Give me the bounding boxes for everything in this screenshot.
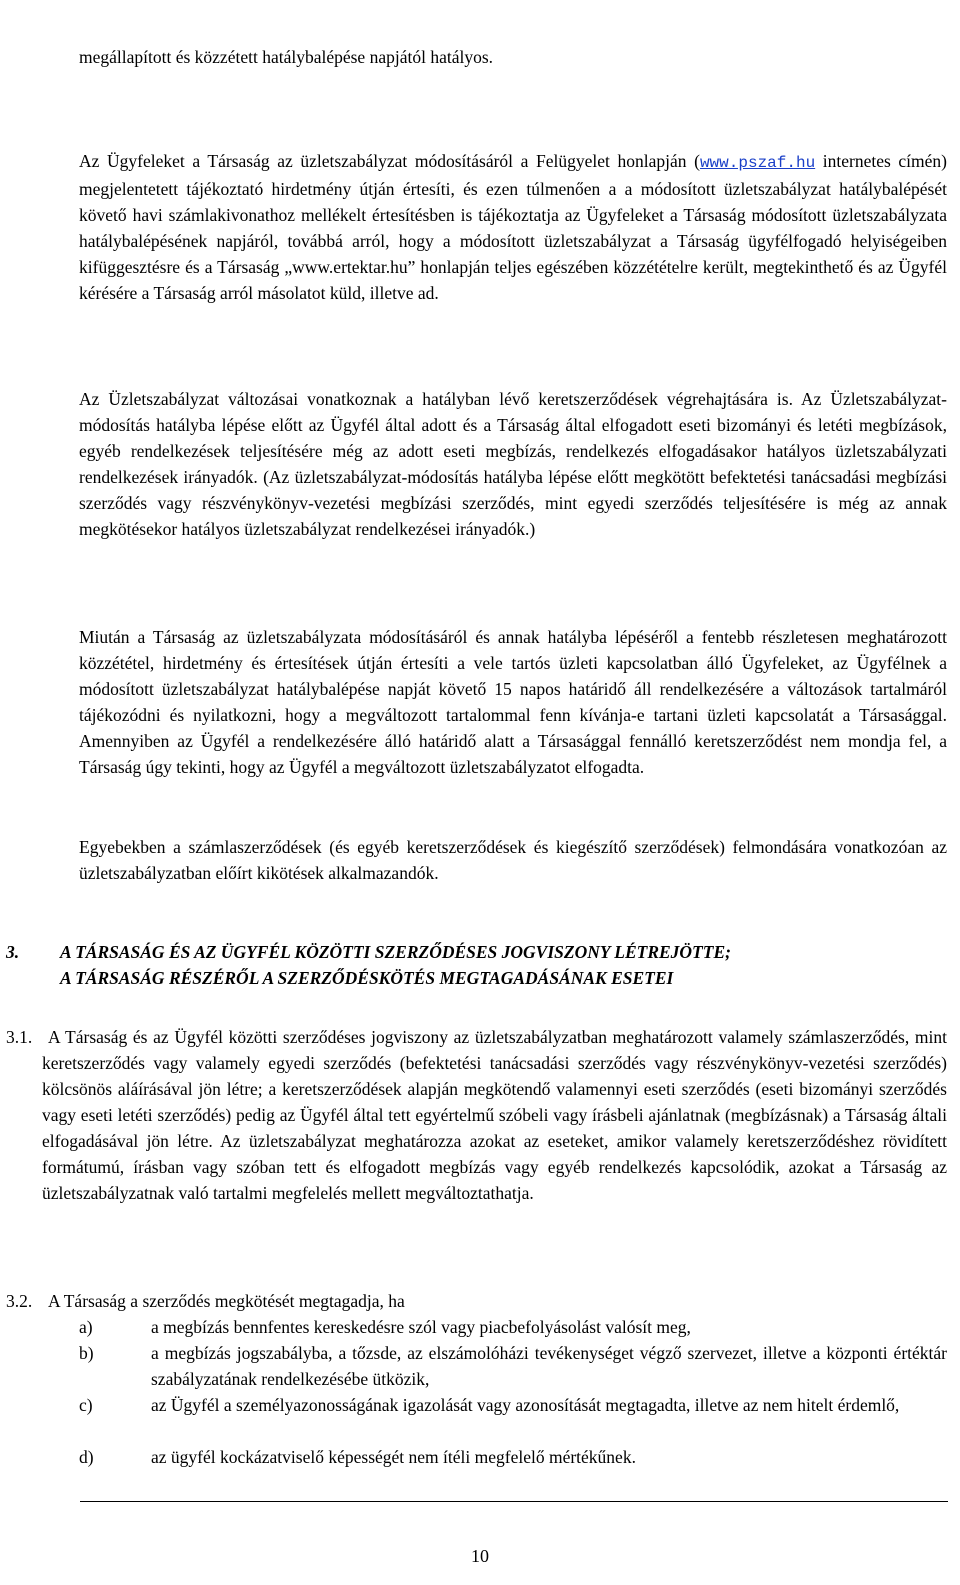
section-heading-number: 3. (6, 942, 20, 962)
section-3-2-number: 3.2. (6, 1291, 33, 1311)
paragraph-acceptance: Miután a Társaság az üzletszabályzata módosításáról és annak hatályba lépéséről a fentebb részletesen meghatározott közzététel, hirdetmény és értesítések útján értesíti a vele tartós üzleti kapcsolatban álló Ügyfeleket, az Ügyfélnek a módosított üzletszabályzat hatálybalépése napját követő 15 napos határidő áll rendelkezésére a változások tartalmáról tájékozódni és nyilatkozni, hogy a megváltozott tartalommal fenn kívánja-e tartani üzleti kapcsolatát a Társasággal. Amennyiben az Ügyfél a rendelkezésére álló határidő alatt a Társasággal fennálló keretszerződést nem mondja fel, a Társaság úgy tekinti, hogy az Ügyfél a megváltozott üzletszabályzatot elfogadta. (79, 627, 947, 777)
paragraph-effective-date: megállapított és közzétett hatálybalépése napjától hatályos. (79, 47, 494, 67)
paragraph-notification-after: internetes címén) megjelentetett tájékoztató hirdetmény útján értesíti, és ezen túlmenően a a módosított üzletszabályzat hatálybalépését követő havi számlakivonathoz mellékelt értesítésben is tájékoztatja az Ügyfeleket a Társaság módosított üzletszabályzata hatálybalépésének napjáról, továbbá arról, hogy a módosított üzletszabályzat a Társaság ügyfélfogadó helyiségeiben kifüggesztésre és a Társaság „www.ertektar.hu” honlapján teljes egészében közzétételre került, megtekinthető és az Ügyfél kérésére a Társaság arról másolatot küld, illetve ad. (79, 151, 948, 303)
list-item-label: c) (79, 1395, 93, 1415)
section-3-2-text: A Társaság a szerződés megkötését megtagadja, ha (48, 1291, 405, 1311)
paragraph-changes-scope: Az Üzletszabályzat változásai vonatkoznak a hatályban lévő keretszerződések végrehajtására is. Az Üzletszabályzat-módosítás hatályba lépése előtt az Ügyfél által adott és a Társaság által elfogadott eseti bizományi és letéti megbízások, egyéb rendelkezések teljesítésére még az adott eseti megbízás, rendelkezés elfogadásakor hatályos üzletszabályzati rendelkezések irányadók. (Az üzletszabályzat-módosítás hatályba lépése előtt megkötött befektetési tanácsadási megbízási szerződés vagy részvénykönyv-vezetési megbízási szerződés, mint egyedi szerződés teljesítésére is még az annak megkötésekor hatályos üzletszabályzat rendelkezései irányadók.) (79, 389, 947, 539)
paragraph-notification (79, 148, 947, 306)
paragraph-termination: Egyebekben a számlaszerződések (és egyéb keretszerződések és kiegészítő szerződések) felmondására vonatkozóan az üzletszabályzatban előírt kikötések alkalmazandók. (79, 837, 947, 883)
list-item-text: az ügyfél kockázatviselő képességét nem ítéli megfelelő mértékűnek. (151, 1447, 636, 1467)
list-item-text: a megbízás jogszabályba, a tőzsde, az elszámolóházi tevékenységet végző szervezet, illetve a központi értéktár szabályzatának rendelkezésébe ütközik, (151, 1343, 947, 1389)
list-item-label: b) (79, 1343, 94, 1363)
list-item-label: d) (79, 1447, 94, 1467)
list-item-text: az Ügyfél a személyazonosságának igazolását vagy azonosítását megtagadta, illetve az nem hitelt érdemlő, (151, 1395, 900, 1415)
list-item-text: a megbízás bennfentes kereskedésre szól vagy piacbefolyásolást valósít meg, (151, 1317, 691, 1337)
footer-divider (80, 1501, 948, 1502)
pszaf-link[interactable]: www.pszaf.hu (699, 154, 816, 172)
list-item-label: a) (79, 1317, 93, 1337)
section-heading-line-2: A TÁRSASÁG RÉSZÉRŐL A SZERZŐDÉSKÖTÉS MEGTAGADÁSÁNAK ESETEI (60, 968, 674, 988)
section-heading-line-1: A TÁRSASÁG ÉS AZ ÜGYFÉL KÖZÖTTI SZERZŐDÉSES JOGVISZONY LÉTREJÖTTE; (60, 942, 731, 962)
section-3-1-number: 3.1. (6, 1027, 33, 1047)
paragraph-notification-before: Az Ügyfeleket a Társaság az üzletszabályzat módosításáról a Felügyelet honlapján ( (79, 151, 700, 171)
page-number: 10 (471, 1546, 489, 1566)
section-heading-text (60, 939, 950, 991)
section-3-1-text: A Társaság és az Ügyfél közötti szerződéses jogviszony az üzletszabályzatban meghatározott valamely számlaszerződés, mint keretszerződés vagy valamely egyedi szerződés (befektetési tanácsadási szerződés vagy részvénykönyv-vezetési szerződés) kölcsönös aláírásával jön létre; a keretszerződések alapján megkötendő valamennyi eseti szerződés (eseti bizományi szerződés vagy eseti letéti szerződés) pedig az Ügyfél által tett egyértelmű szóbeli vagy írásbeli ajánlatnak (megbízásnak) a Társaság általi elfogadásával jön létre. Az üzletszabályzat meghatározza azokat az eseteket, amikor valamely keretszerződéshez rövidített formátumú, írásban vagy szóban tett és elfogadott megbízás vagy egyéb rendelkezés kapcsolódik, azokat a Társaság az üzletszabályzatnak való tartalmi megfelelés mellett megváltoztathatja. (42, 1027, 947, 1203)
